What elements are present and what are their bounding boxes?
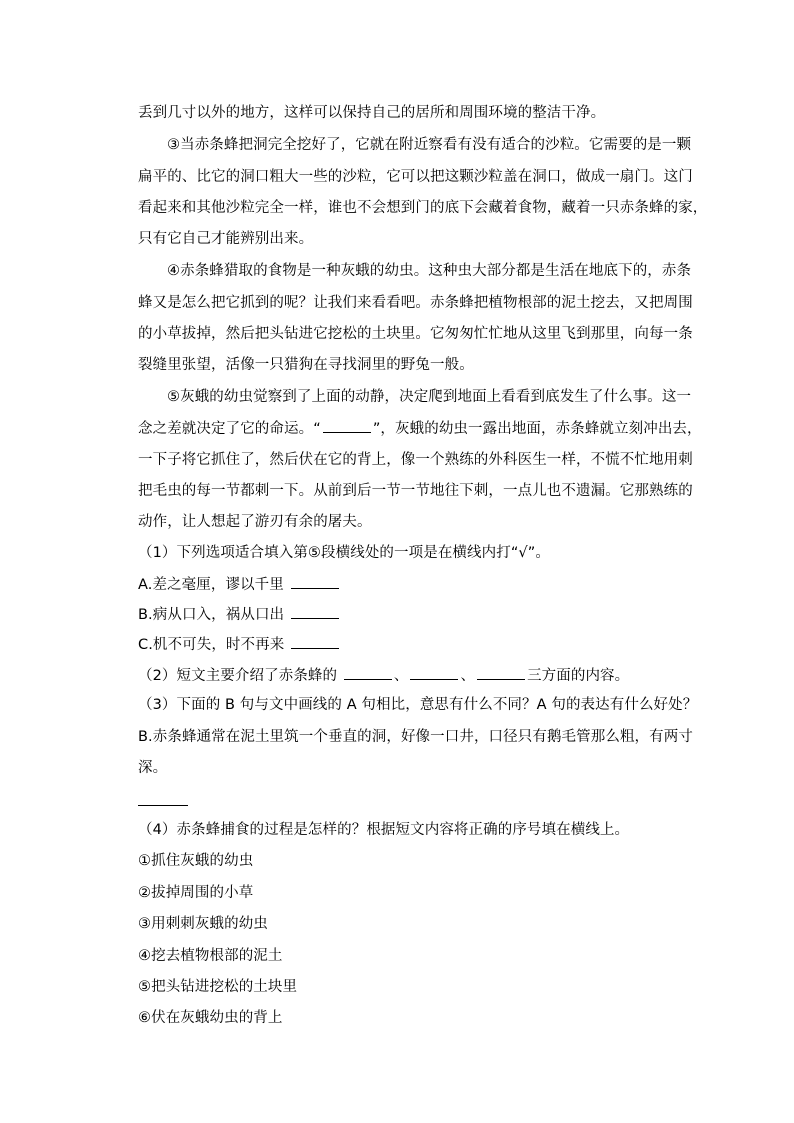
question-1-option-a (138, 574, 341, 595)
question-2-text-b: 三方面的内容。 (527, 668, 630, 684)
question-3-stem: （3）下面的 B 句与文中画线的 A 句相比，意思有什么不同？A 句的表达有什么好处？ (138, 697, 698, 713)
paragraph-5-line-4: 把毛虫的每一节都刺一下。从前到后一节一节地往下刺，一点儿也不遗漏。它那熟练的 (138, 483, 693, 499)
option-a-label: A.差之毫厘，谬以千里 (138, 577, 284, 593)
question-4-item-2: ②拔掉周围的小草 (138, 885, 254, 901)
separator: 、 (393, 668, 409, 684)
question-2-text-a: （2）短文主要介绍了赤条蜂的 (138, 668, 342, 684)
paragraph-5-line-5: 动作，让人想起了游刃有余的屠夫。 (138, 514, 372, 530)
paragraph-5-text-a: 念之差就决定了它的命运。“ (138, 421, 321, 437)
paragraph-5-line-1: ⑤灰蛾的幼虫觉察到了上面的动静，决定爬到地面上看看到底发生了什么事。这一 (167, 389, 692, 405)
question-1-option-c (138, 634, 341, 655)
paragraph-4-line-2: 蜂又是怎么把它抓到的呢？让我们来看看吧。赤条蜂把植物根部的泥土挖去，又把周围 (138, 295, 693, 311)
paragraph-2-end: 丢到几寸以外的地方，这样可以保持自己的居所和周围环境的整洁干净。 (138, 105, 606, 121)
answer-blank-1[interactable] (344, 665, 392, 680)
question-1-option-b (138, 604, 341, 625)
answer-blank-2[interactable] (410, 665, 458, 680)
paragraph-4-line-4: 裂缝里张望，活像一只猎狗在寻找洞里的野兔一般。 (138, 357, 474, 373)
question-4-item-6: ⑥伏在灰蛾幼虫的背上 (138, 1010, 283, 1026)
paragraph-5-line-3: 一下子将它抓住了，然后伏在它的背上，像一个熟练的外科医生一样，不慌不忙地用刺 (138, 452, 693, 468)
option-c-label: C.机不可失，时不再来 (138, 637, 285, 653)
option-b-label: B.病从口入，祸从口出 (138, 607, 285, 623)
answer-blank-3[interactable] (477, 665, 525, 680)
paragraph-5-line-2 (138, 418, 702, 439)
question-3-sentence-b-line-2: 深。 (138, 760, 168, 776)
answer-line[interactable] (138, 805, 188, 806)
fill-blank[interactable] (323, 418, 371, 433)
paragraph-5-text-b: ”，灰蛾的幼虫一露出地面，赤条蜂就立刻冲出去， (372, 421, 702, 437)
separator: 、 (460, 668, 476, 684)
paragraph-3-line-1: ③当赤条蜂把洞完全挖好了，它就在附近察看有没有适合的沙粒。它需要的是一颗 (167, 137, 692, 153)
question-4-item-4: ④挖去植物根部的泥土 (138, 948, 283, 964)
question-1-stem: （1）下列选项适合填入第⑤段横线处的一项是在横线内打“√”。 (138, 545, 550, 561)
question-4-item-5: ⑤把头钻进挖松的土块里 (138, 979, 298, 995)
question-4-item-3: ③用刺刺灰蛾的幼虫 (138, 916, 268, 932)
paragraph-4-line-3: 的小草拔掉，然后把头钻进它挖松的土块里。它匆匆忙忙地从这里飞到那里，向每一条 (138, 326, 693, 342)
paragraph-4-line-1: ④赤条蜂猎取的食物是一种灰蛾的幼虫。这种虫大部分都是生活在地底下的，赤条 (167, 263, 692, 279)
paragraph-3-line-3: 看起来和其他沙粒完全一样，谁也不会想到门的底下会藏着食物，藏着一只赤条蜂的家， (138, 200, 708, 216)
answer-blank-b[interactable] (291, 604, 339, 619)
paragraph-3-line-2: 扁平的、比它的洞口粗大一些的沙粒，它可以把这颗沙粒盖在洞口，做成一扇门。这门 (138, 169, 693, 185)
question-4-stem: （4）赤条蜂捕食的过程是怎样的？根据短文内容将正确的序号填在横线上。 (138, 822, 630, 838)
paragraph-3-line-4: 只有它自己才能辨别出来。 (138, 231, 314, 247)
answer-blank-c[interactable] (291, 634, 339, 649)
question-3-sentence-b-line-1: B.赤条蜂通常在泥土里筑一个垂直的洞，好像一口井，口径只有鹅毛管那么粗，有两寸 (138, 729, 693, 745)
question-2 (138, 665, 629, 686)
question-4-item-1: ①抓住灰蛾的幼虫 (138, 853, 254, 869)
answer-blank-a[interactable] (291, 574, 339, 589)
